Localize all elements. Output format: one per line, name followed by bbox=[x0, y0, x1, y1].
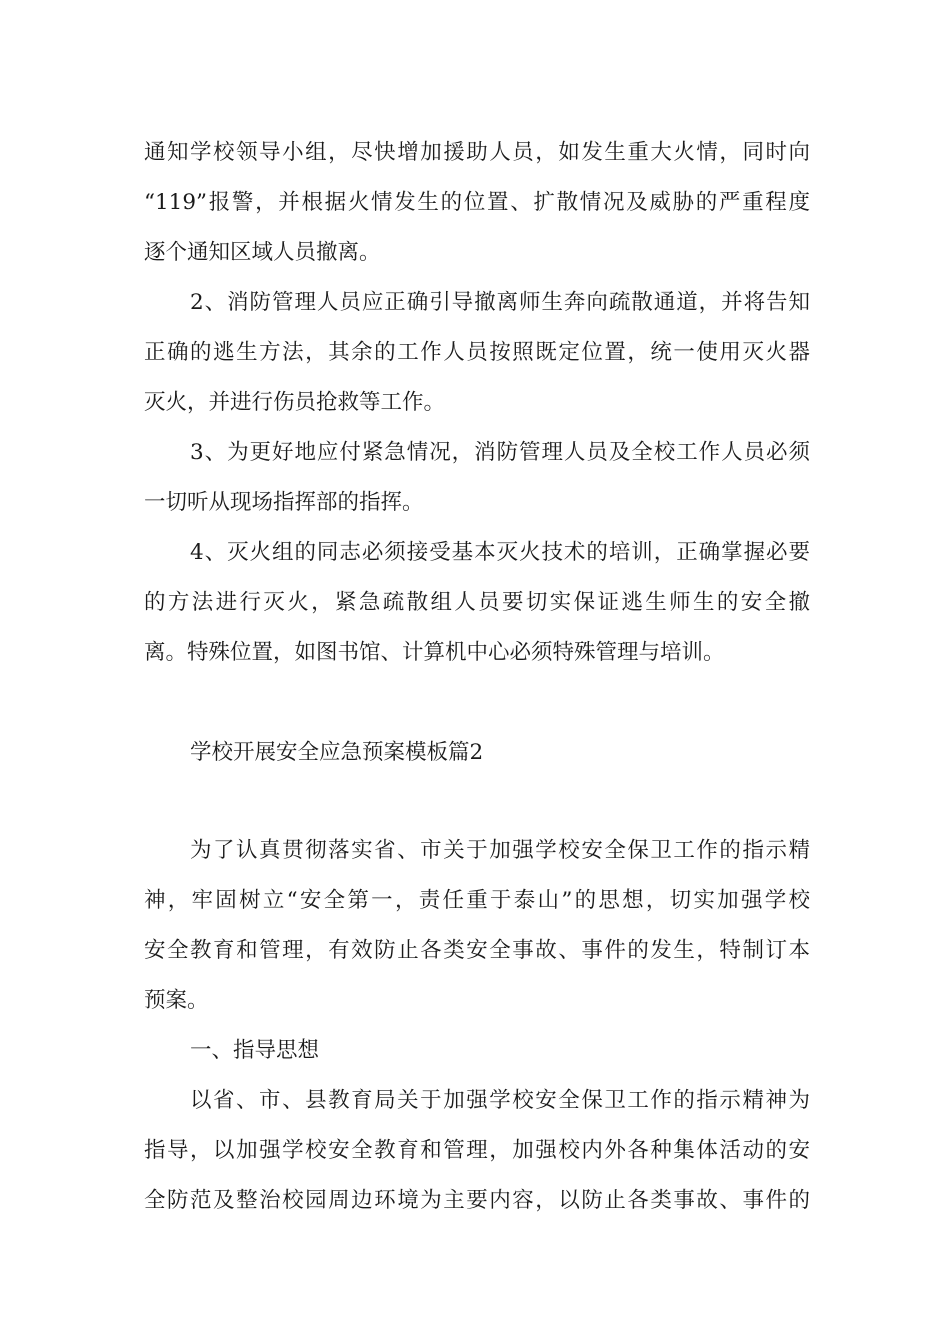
text-line: 全防范及整治校园周边环境为主要内容，以防止各类事故、事件的 bbox=[144, 1188, 810, 1213]
text-line: 指导，以加强学校安全教育和管理，加强校内外各种集体活动的安 bbox=[144, 1138, 810, 1163]
text-line: 通知学校领导小组，尽快增加援助人员，如发生重大火情，同时向 bbox=[144, 140, 810, 165]
text-line: 一切听从现场指挥部的指挥。 bbox=[144, 490, 424, 515]
text-line: 以省、市、县教育局关于加强学校安全保卫工作的指示精神为 bbox=[190, 1088, 810, 1113]
text-line: 预案。 bbox=[144, 988, 209, 1013]
text-line: 3、为更好地应付紧急情况，消防管理人员及全校工作人员必须 bbox=[190, 440, 810, 465]
text-line: 为了认真贯彻落实省、市关于加强学校安全保卫工作的指示精 bbox=[190, 838, 810, 863]
section-heading: 学校开展安全应急预案模板篇2 bbox=[190, 740, 484, 765]
text-line: 逐个通知区域人员撤离。 bbox=[144, 240, 381, 265]
text-line: “119”报警，并根据火情发生的位置、扩散情况及威胁的严重程度 bbox=[144, 190, 810, 215]
text-line: 神，牢固树立“安全第一，责任重于泰山”的思想，切实加强学校 bbox=[144, 888, 810, 913]
subsection-heading: 一、指导思想 bbox=[190, 1038, 320, 1063]
text-line: 2、消防管理人员应正确引导撤离师生奔向疏散通道，并将告知 bbox=[190, 290, 810, 315]
text-line: 正确的逃生方法，其余的工作人员按照既定位置，统一使用灭火器 bbox=[144, 340, 810, 365]
text-line: 灭火，并进行伤员抢救等工作。 bbox=[144, 390, 446, 415]
text-line: 4、灭火组的同志必须接受基本灭火技术的培训，正确掌握必要 bbox=[190, 540, 810, 565]
text-line: 的方法进行灭火，紧急疏散组人员要切实保证逃生师生的安全撤 bbox=[144, 590, 810, 615]
text-line: 离。特殊位置，如图书馆、计算机中心必须特殊管理与培训。 bbox=[144, 640, 725, 665]
text-line: 安全教育和管理，有效防止各类安全事故、事件的发生，特制订本 bbox=[144, 938, 810, 963]
